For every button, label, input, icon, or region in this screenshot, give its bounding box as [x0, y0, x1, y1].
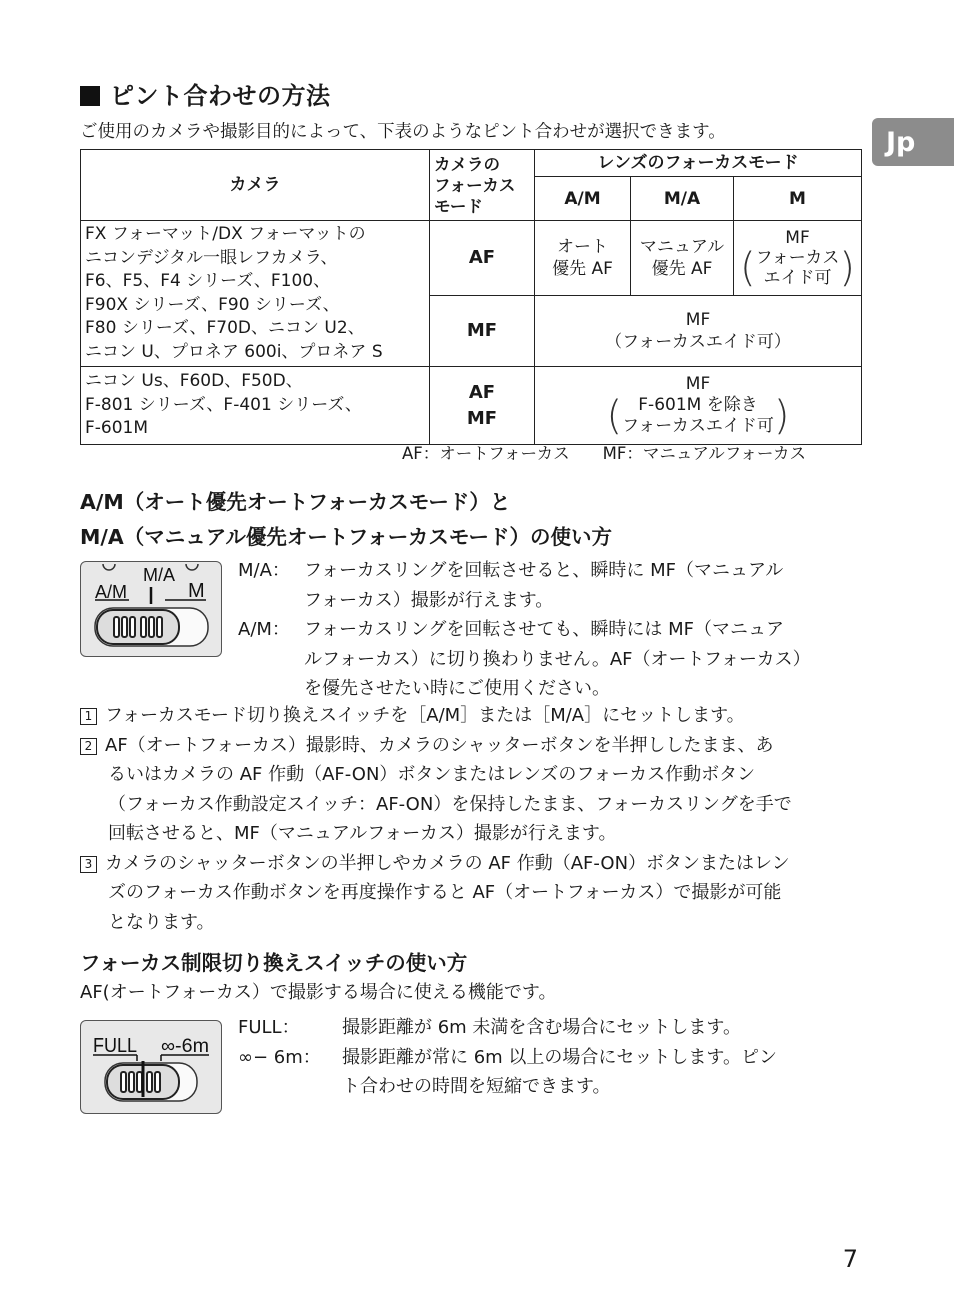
row2-mode: AF MF: [430, 367, 535, 445]
section-title: ピント合わせの方法: [80, 76, 331, 111]
row1a-mode: AF: [430, 221, 535, 296]
step-2: 2 AF（オートフォーカス）撮影時、カメラのシャッターボタンを半押ししたまま、あ るいはカメラの AF 作動（AF-ON）ボタンまたはレンズのフォーカス作動ボタン （フォーカス作動設定スイッチ：AF-ON）を保持したまま、フォーカスリングを手で 回転させると、MF（マニュアルフォーカス）撮影が行えます。: [80, 731, 870, 849]
header-ma: M/A: [631, 177, 734, 221]
row1b-all: MF （フォーカスエイド可）: [535, 295, 862, 366]
row2-all: MF ( F-601M を除き フォーカスエイド可 ): [535, 367, 862, 445]
row1b-mode: MF: [430, 295, 535, 366]
row2-cameras: ニコン Us、F60D、F50D、 F-801 シリーズ、F-401 シリーズ、 F-601M: [81, 367, 430, 445]
switch-diagram-icon: [81, 562, 220, 655]
switch-label-inf: ∞-6m: [161, 1036, 209, 1057]
switch-label-am: A/M: [95, 582, 128, 602]
focus-limit-switch-illustration: [80, 1020, 222, 1114]
square-bullet-icon: [80, 86, 100, 106]
header-am: A/M: [535, 177, 631, 221]
page-number: 7: [842, 1245, 858, 1273]
ma-description: M/A： フォーカスリングを回転させると、瞬時に MF（マニュアル フォーカス）撮影が行えます。 A/M： フォーカスリングを回転させても、瞬時には MF（マニュア ルフォーカス）に切り換わりません。AF（オートフォーカス） を優先させたい時にご使用ください。: [238, 560, 811, 699]
switch-label-full: FULL: [93, 1035, 137, 1057]
step-3: 3 カメラのシャッターボタンの半押しやカメラの AF 作動（AF-ON）ボタンまたはレン ズのフォーカス作動ボタンを再度操作すると AF（オートフォーカス）で撮影が可能 となります。: [80, 849, 870, 938]
steps-list: [80, 701, 870, 937]
subsection-title-1a: A/M（オート優先オートフォーカスモード）と: [80, 490, 511, 514]
switch-label-ma: M/A: [143, 565, 176, 585]
row1-cameras: FX フォーマット/DX フォーマットの ニコンデジタル一眼レフカメラ、 F6、F5、F4 シリーズ、F100、 F90X シリーズ、F90 シリーズ、 F80 シリーズ、F70D、ニコン U2、 ニコン U、プロネア 600i、プロネア S: [81, 221, 430, 367]
row1a-ma: マニュアル 優先 AF: [631, 221, 734, 296]
step-1: 1 フォーカスモード切り換えスイッチを［A/M］または［M/A］にセットします。: [80, 701, 870, 731]
focus-mode-table: [80, 149, 862, 445]
header-lens-mode: レンズのフォーカスモード: [535, 150, 862, 177]
limit-switch-description: FULL： 撮影距離が 6m 未満を含む場合にセットします。 ∞− 6m： 撮影距離が常に 6m 以上の場合にセットします。ピン ト合わせの時間を短縮できます。: [238, 1017, 777, 1097]
subsection-title-1b: M/A（マニュアル優先オートフォーカスモード）の使い方: [80, 525, 613, 549]
am-ma-switch-illustration: [80, 561, 222, 657]
header-m: M: [734, 177, 862, 221]
intro-text: ご使用のカメラや撮影目的によって、下表のようなピント合わせが選択できます。: [80, 122, 726, 142]
subsection-2-intro: AF(オートフォーカス）で撮影する場合に使える機能です。: [80, 982, 557, 1003]
switch-label-m: M: [188, 580, 205, 602]
limit-switch-diagram-icon: [81, 1021, 220, 1112]
row1a-m: MF ( フォーカス エイド可 ): [734, 221, 862, 296]
language-tab: Jp: [872, 118, 954, 166]
row1a-am: オート 優先 AF: [535, 221, 631, 296]
subsection-title-2: フォーカス制限切り換えスイッチの使い方: [80, 951, 468, 975]
table-legend: AF：オートフォーカス MF：マニュアルフォーカス: [402, 444, 807, 463]
header-camera: カメラ: [81, 150, 430, 221]
header-camera-mode: カメラの フォーカス モード: [430, 150, 535, 221]
